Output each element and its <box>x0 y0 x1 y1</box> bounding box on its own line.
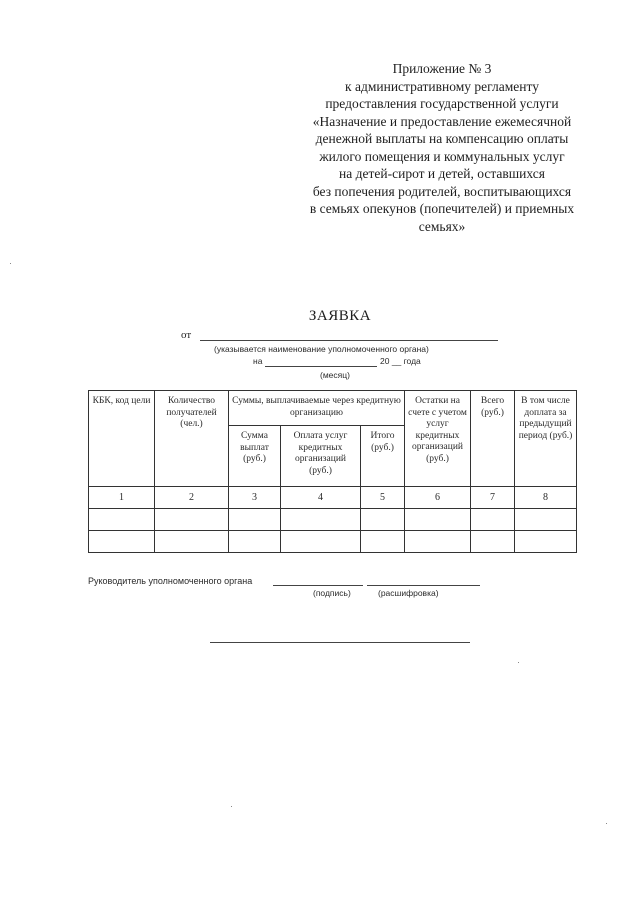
annex-line: в семьях опекунов (попечителей) и приемных <box>309 201 575 216</box>
column-number: 7 <box>471 487 515 509</box>
column-number-row <box>89 487 577 509</box>
scan-speck <box>518 662 519 663</box>
table-cell[interactable] <box>281 509 361 531</box>
scan-speck <box>231 806 232 807</box>
annex-line: «Назначение и предоставление ежемесячной <box>312 113 572 129</box>
from-label: от <box>181 329 192 341</box>
annex-line: денежной выплаты на компенсацию оплаты <box>315 131 569 146</box>
year-label: 20 __ года <box>380 356 421 366</box>
table-cell[interactable] <box>89 531 155 553</box>
annex-line: предоставления государственной услуги <box>325 96 559 111</box>
month-hint: (месяц) <box>320 370 350 380</box>
table-cell[interactable] <box>155 509 229 531</box>
table-cell[interactable] <box>155 531 229 553</box>
annex-line: семьях» <box>418 218 466 234</box>
scan-speck <box>606 823 607 824</box>
table-row <box>89 509 577 531</box>
decode-hint: (расшифровка) <box>378 588 439 598</box>
sign-hint: (подпись) <box>313 588 351 598</box>
annex-line: к административному регламенту <box>345 78 539 94</box>
header-total: Всего (руб.) <box>471 391 515 487</box>
request-table <box>88 390 577 553</box>
divider-line <box>210 642 470 643</box>
month-field-line[interactable] <box>265 366 377 367</box>
from-field-line[interactable] <box>200 340 498 341</box>
decode-line[interactable] <box>367 585 480 586</box>
column-number: 3 <box>229 487 281 509</box>
column-number: 2 <box>155 487 229 509</box>
table-cell[interactable] <box>89 509 155 531</box>
column-number: 1 <box>89 487 155 509</box>
table-cell[interactable] <box>281 531 361 553</box>
header-bank-fee: Оплата услуг кредитных организаций (руб.) <box>281 426 361 487</box>
table-cell[interactable] <box>229 531 281 553</box>
annex-line: Приложение № 3 <box>392 61 492 76</box>
table-cell[interactable] <box>515 531 577 553</box>
header-prior: В том числе доплата за предыдущий период (руб.) <box>515 391 577 487</box>
table-cell[interactable] <box>405 531 471 553</box>
signature-label: Руководитель уполномоченного органа <box>88 576 253 586</box>
table-cell[interactable] <box>361 531 405 553</box>
header-recipients: Количество получателей (чел.) <box>155 391 229 487</box>
header-subtotal: Итого (руб.) <box>361 426 405 487</box>
table-header-row <box>89 391 577 426</box>
table-cell[interactable] <box>405 509 471 531</box>
scan-speck <box>10 263 11 264</box>
header-sums-group: Суммы, выплачиваемые через кредитную организацию <box>229 391 405 426</box>
table-cell[interactable] <box>471 531 515 553</box>
table-cell[interactable] <box>471 509 515 531</box>
annex-line: без попечения родителей, воспитывающихся <box>312 183 572 199</box>
column-number: 8 <box>515 487 577 509</box>
annex-line: жилого помещения и коммунальных услуг <box>319 148 565 164</box>
table-row <box>89 531 577 553</box>
table-cell[interactable] <box>361 509 405 531</box>
column-number: 4 <box>281 487 361 509</box>
table-cell[interactable] <box>229 509 281 531</box>
table-cell[interactable] <box>515 509 577 531</box>
column-number: 5 <box>361 487 405 509</box>
annex-line: на детей-сирот и детей, оставшихся <box>339 166 545 181</box>
header-balance: Остатки на счете с учетом услуг кредитных организаций (руб.) <box>405 391 471 487</box>
header-payments: Сумма выплат (руб.) <box>229 426 281 487</box>
header-kbk: КБК, код цели <box>89 391 155 487</box>
form-title: ЗАЯВКА <box>308 308 372 324</box>
annex-header <box>284 60 600 235</box>
column-number: 6 <box>405 487 471 509</box>
from-hint: (указывается наименование уполномоченного органа) <box>214 344 429 354</box>
on-label: на <box>253 356 263 366</box>
signature-line[interactable] <box>273 585 363 586</box>
